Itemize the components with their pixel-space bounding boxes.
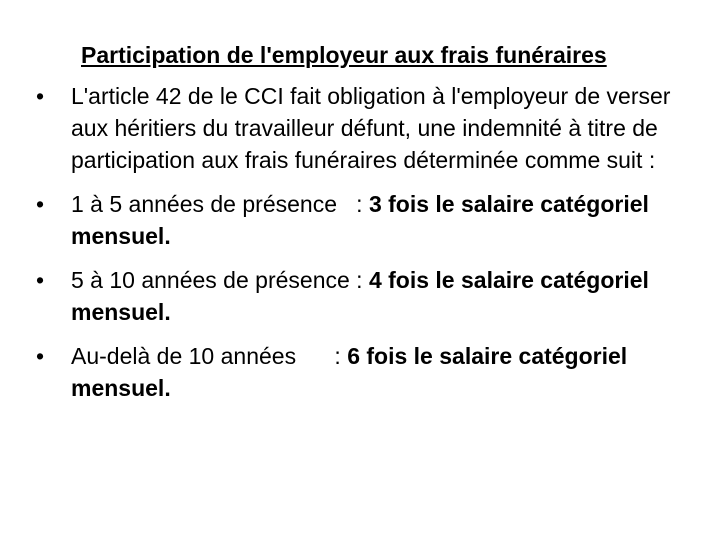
bullet-icon: • — [36, 267, 45, 293]
bullet-icon: • — [36, 83, 45, 109]
separator: : — [349, 267, 369, 293]
seniority-label: 5 à 10 années de présence — [71, 267, 350, 293]
list-item — [0, 340, 690, 404]
separator: : — [296, 343, 348, 369]
bullet-list — [0, 80, 690, 416]
bullet-icon: • — [36, 191, 45, 217]
list-item — [0, 80, 690, 176]
list-item — [0, 188, 690, 252]
bullet-icon: • — [36, 343, 45, 369]
separator: : — [336, 191, 369, 217]
indemnity-amount: 4 fois le salaire catégoriel mensuel. — [71, 267, 649, 325]
seniority-label: Au-delà de 10 années — [71, 343, 297, 369]
indemnity-amount: 3 fois le salaire catégoriel mensuel. — [71, 191, 649, 249]
article-text: L'article 42 de le CCI fait obligation à l'employeur de verser aux héritiers du travailleur défunt, une indemnité à titre de participation aux frais funéraires déterminée comme suit : — [71, 83, 671, 173]
slide-title: Participation de l'employeur aux frais funéraires — [81, 42, 607, 68]
list-item — [0, 264, 690, 328]
seniority-label: 1 à 5 années de présence — [71, 191, 337, 217]
indemnity-amount: 6 fois le salaire catégoriel mensuel. — [71, 343, 628, 401]
